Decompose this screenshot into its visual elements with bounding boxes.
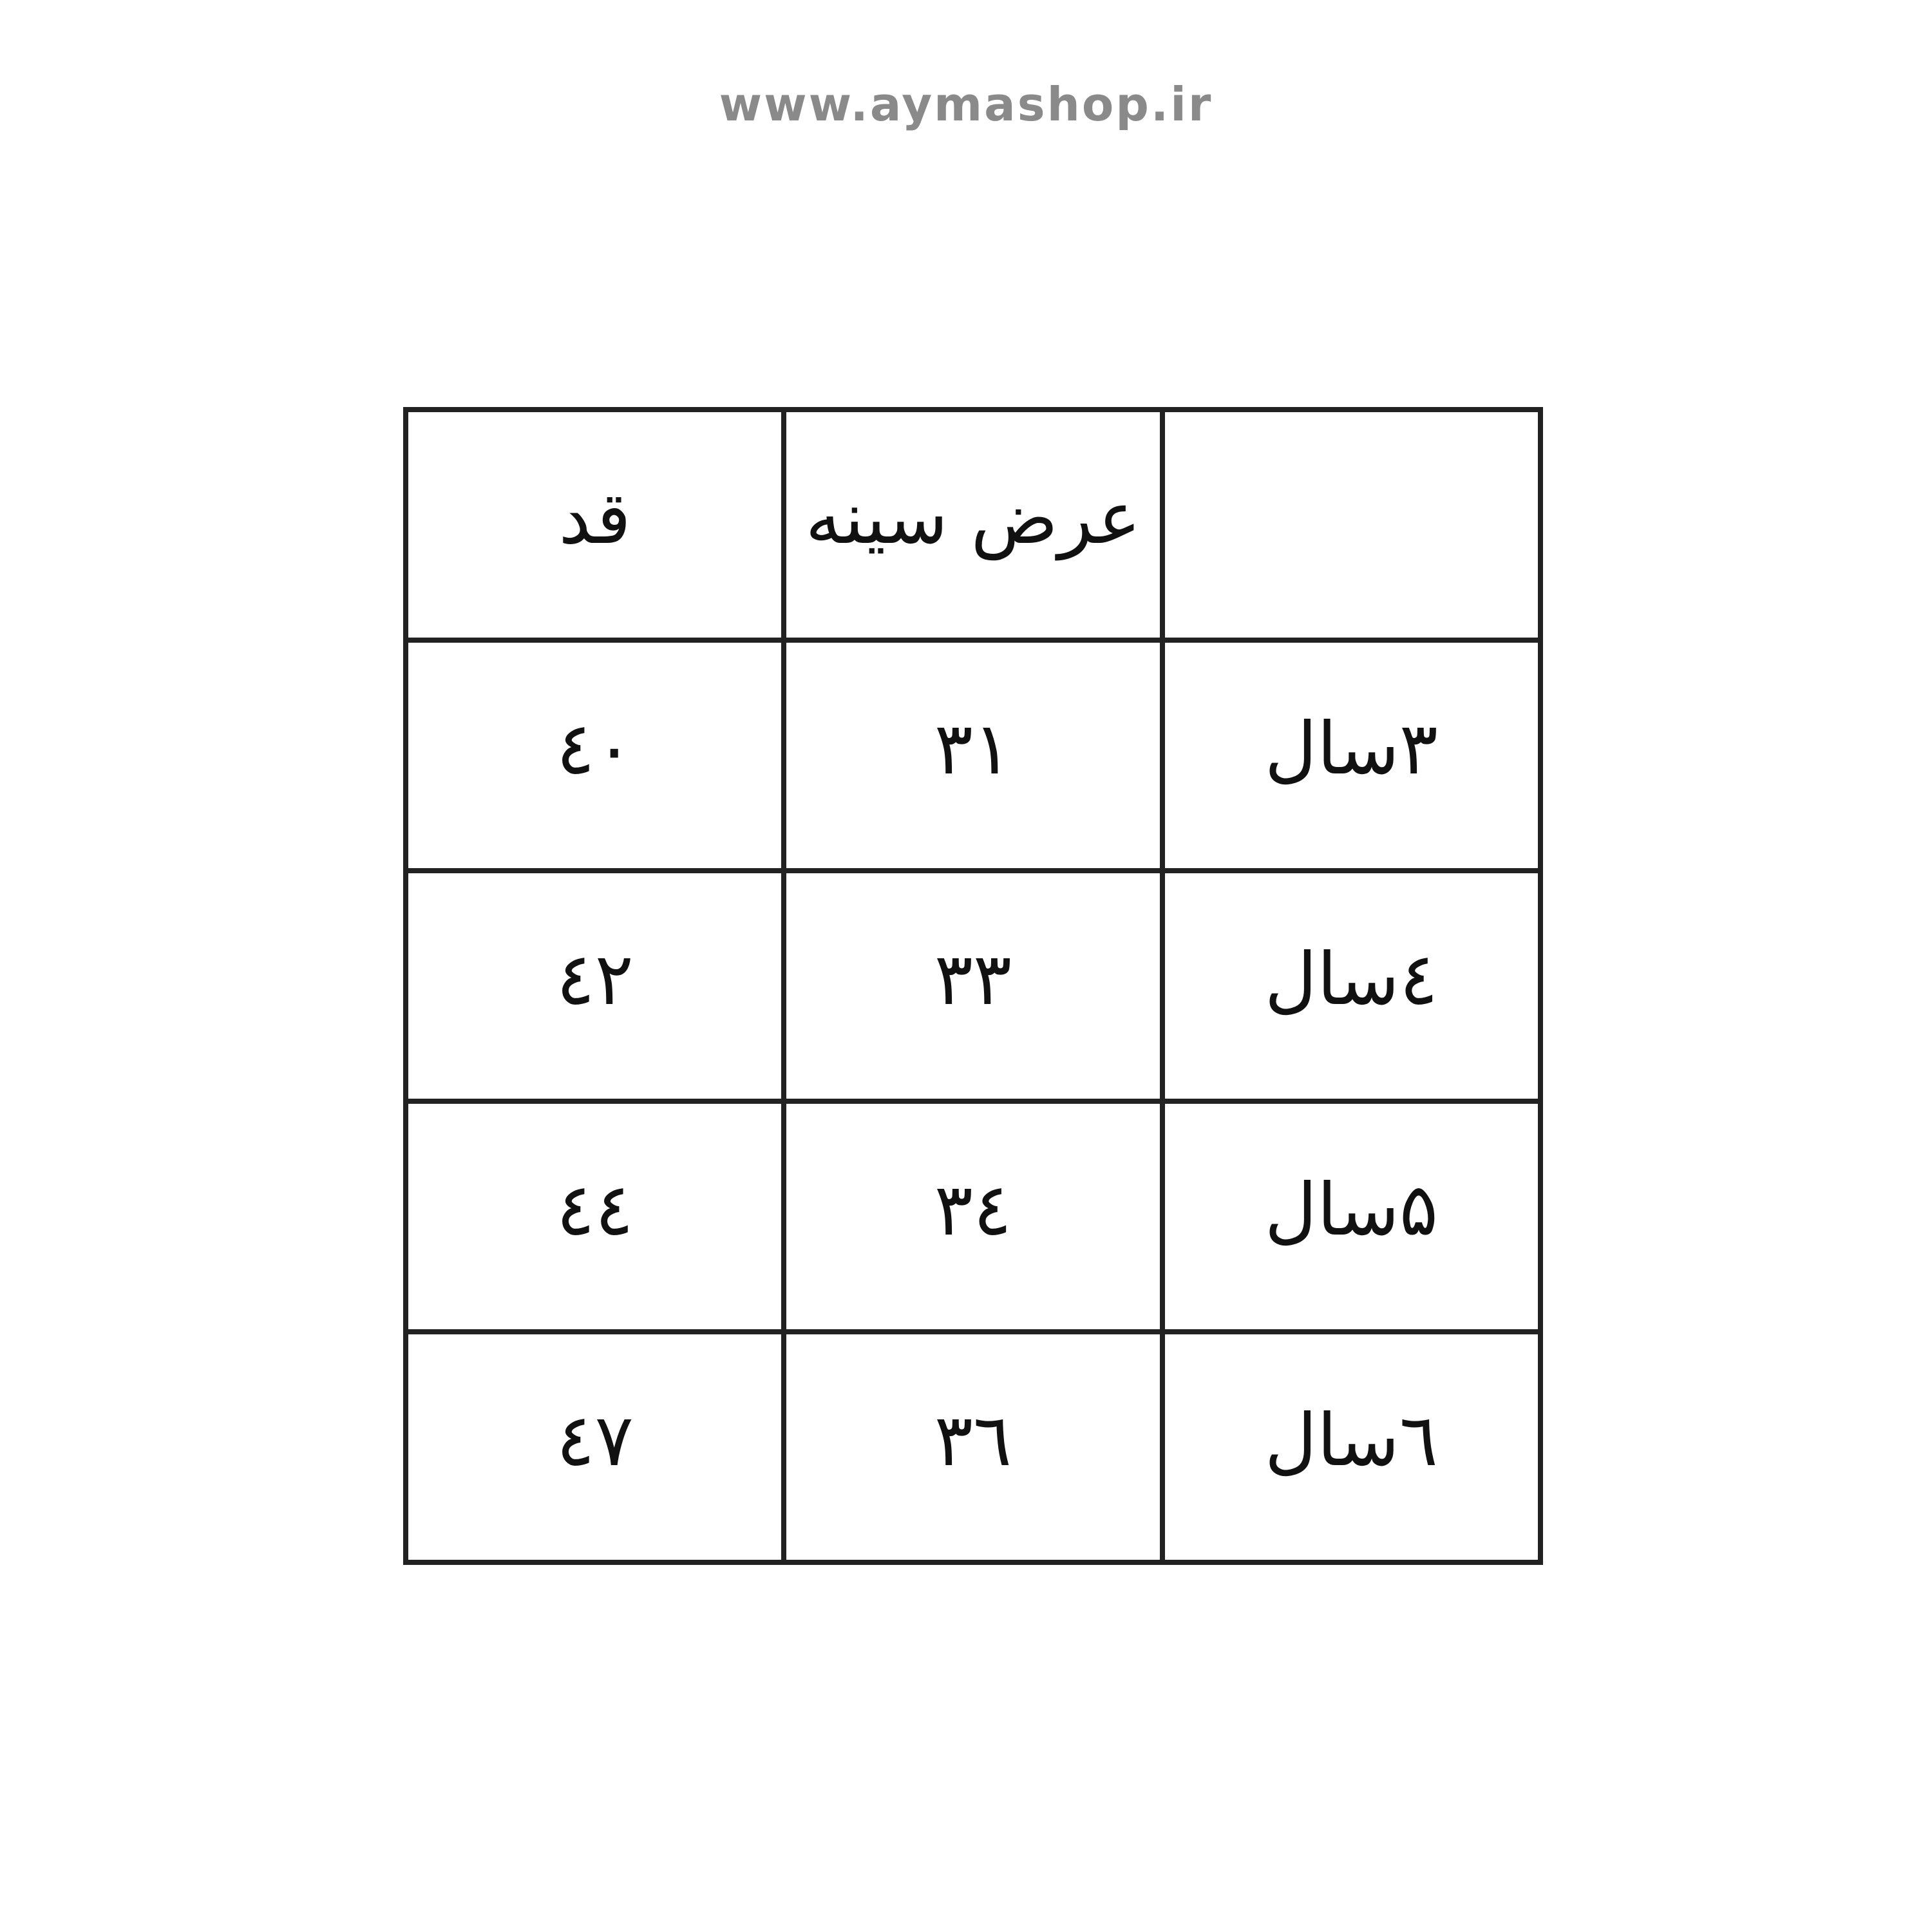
table-row — [406, 871, 1540, 1101]
size-cell: ٤سال — [1162, 871, 1540, 1101]
header-cell-chest-width: عرض سینه — [784, 410, 1162, 640]
table-header-row — [406, 410, 1540, 640]
size-cell: ۵سال — [1162, 1101, 1540, 1332]
table-row — [406, 1101, 1540, 1332]
chest-width-cell: ۳۳ — [784, 871, 1162, 1101]
table-row — [406, 1332, 1540, 1562]
length-cell: ٤٤ — [406, 1101, 784, 1332]
chest-width-cell: ۳٦ — [784, 1332, 1162, 1562]
chest-width-cell: ۳٤ — [784, 1101, 1162, 1332]
size-cell: ۳سال — [1162, 640, 1540, 871]
header-cell-length: قد — [406, 410, 784, 640]
site-url: www.aymashop.ir — [719, 77, 1213, 131]
chest-width-cell: ۳۱ — [784, 640, 1162, 871]
table-row — [406, 640, 1540, 871]
length-cell: ٤۷ — [406, 1332, 784, 1562]
length-cell: ٤۰ — [406, 640, 784, 871]
length-cell: ٤۲ — [406, 871, 784, 1101]
size-cell: ٦سال — [1162, 1332, 1540, 1562]
header-cell-size — [1162, 410, 1540, 640]
size-chart-table — [403, 407, 1543, 1565]
